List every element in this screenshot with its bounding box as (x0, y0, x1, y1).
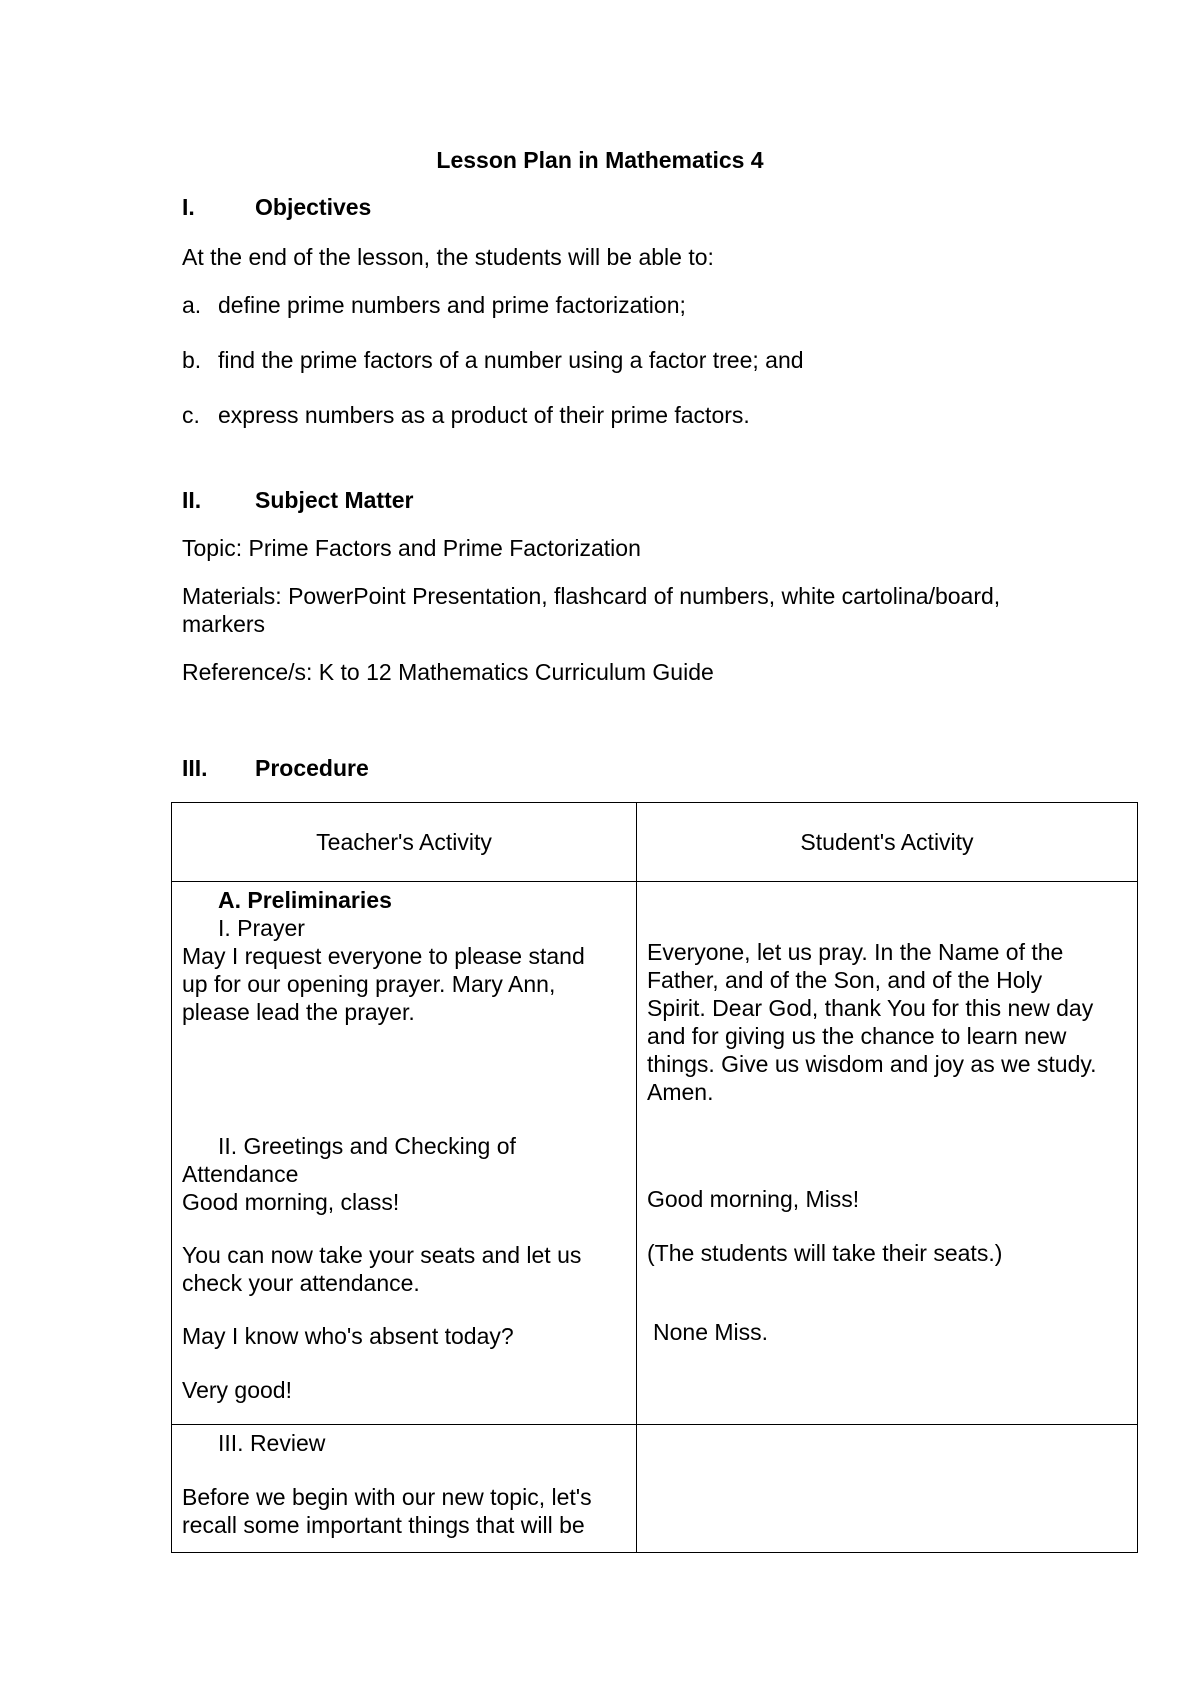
objective-c-text: express numbers as a product of their prime factors. (218, 402, 750, 428)
procedure-number: III. (182, 755, 208, 781)
teacher-seats-line1: You can now take your seats and let us (182, 1242, 582, 1268)
review-text-line1: Before we begin with our new topic, let's (182, 1484, 592, 1510)
teacher-seats-line2: check your attendance. (182, 1270, 420, 1296)
review-text-line2: recall some important things that will be (182, 1512, 585, 1538)
student-seats: (The students will take their seats.) (647, 1240, 1003, 1266)
teacher-very-good: Very good! (182, 1377, 292, 1403)
subject-materials-line1: Materials: PowerPoint Presentation, flashcard of numbers, white cartolina/board, (182, 583, 1001, 609)
procedure-heading: Procedure (255, 755, 369, 781)
objectives-heading: Objectives (255, 194, 372, 220)
greetings-subheading-line2: Attendance (182, 1161, 299, 1187)
student-prayer-line4: and for giving us the chance to learn new (647, 1023, 1067, 1049)
table-row (172, 882, 1138, 1425)
subject-topic: Topic: Prime Factors and Prime Factorization (182, 535, 641, 561)
objectives-number: I. (182, 194, 195, 220)
student-prayer-line1: Everyone, let us pray. In the Name of the (647, 939, 1064, 965)
student-none-absent: None Miss. (653, 1319, 769, 1345)
prayer-text-line2: up for our opening prayer. Mary Ann, (182, 971, 556, 997)
teacher-cell-review (172, 1425, 637, 1553)
table-header-row (172, 803, 1138, 882)
student-greeting: Good morning, Miss! (647, 1186, 860, 1212)
teacher-absent-question: May I know who's absent today? (182, 1323, 514, 1349)
prayer-text-line3: please lead the prayer. (182, 999, 415, 1025)
review-subheading: III. Review (218, 1430, 326, 1456)
student-prayer-line3: Spirit. Dear God, thank You for this new day (647, 995, 1094, 1021)
student-prayer-line2: Father, and of the Son, and of the Holy (647, 967, 1043, 993)
student-cell-preliminaries (637, 882, 1138, 1425)
student-prayer-line5: things. Give us wisdom and joy as we study. (647, 1051, 1097, 1077)
teacher-greeting: Good morning, class! (182, 1189, 400, 1215)
subject-matter-heading: Subject Matter (255, 487, 414, 513)
objective-b-letter: b. (182, 347, 202, 373)
subject-materials-line2: markers (182, 611, 266, 637)
subject-reference: Reference/s: K to 12 Mathematics Curriculum Guide (182, 659, 714, 685)
teacher-activity-header: Teacher's Activity (172, 803, 637, 882)
prayer-text-line1: May I request everyone to please stand (182, 943, 585, 969)
objective-b-text: find the prime factors of a number using a factor tree; and (218, 347, 804, 373)
objectives-intro: At the end of the lesson, the students will be able to: (182, 244, 714, 270)
objective-a-letter: a. (182, 292, 202, 318)
student-activity-header: Student's Activity (637, 803, 1138, 882)
objective-c-letter: c. (182, 402, 200, 428)
student-prayer-line6: Amen. (647, 1079, 714, 1105)
objective-a-text: define prime numbers and prime factorization; (218, 292, 686, 318)
greetings-subheading-line1: II. Greetings and Checking of (218, 1133, 516, 1159)
student-cell-review (637, 1425, 1138, 1553)
teacher-cell-preliminaries (172, 882, 637, 1425)
preliminaries-heading: A. Preliminaries (218, 887, 392, 913)
procedure-table (171, 802, 1138, 1553)
prayer-subheading: I. Prayer (218, 915, 305, 941)
page-title: Lesson Plan in Mathematics 4 (436, 147, 764, 173)
table-row (172, 1425, 1138, 1553)
subject-matter-number: II. (182, 487, 202, 513)
